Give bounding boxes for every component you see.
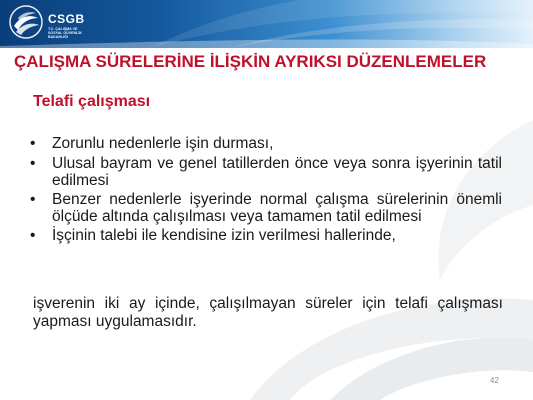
bullet-text: İşçinin talebi ile kendisine izin verilmesi hallerinde, [52,227,396,244]
bullet-text: Zorunlu nedenlerle işin durması, [52,135,274,152]
logo-subtitle [48,27,108,40]
bullet-icon: • [30,135,36,152]
bullet-icon: • [30,191,36,208]
logo-name: CSGB [48,12,85,26]
list-item [30,227,502,244]
page-number: 42 [490,376,499,385]
csgb-logo [8,4,118,44]
bullet-text: Ulusal bayram ve genel tatillerden önce veya sonra işyerinin tatil edilmesi [52,155,502,189]
list-item [30,135,502,152]
list-item [30,191,502,225]
slide-subtitle: Telafi çalışması [33,93,151,110]
bullet-icon: • [30,227,36,244]
csgb-logo-mark-icon [8,4,44,40]
logo-subtitle-line: BAKANLIĞI [48,35,68,40]
slide-title: ÇALIŞMA SÜRELERİNE İLİŞKİN AYRIKSI DÜZENLEMELER [14,52,487,71]
bullet-list [30,135,502,246]
logo-subtitle-line: SOSYAL GÜVENLİK [48,31,82,36]
header-band [0,0,533,48]
bullet-text: Benzer nedenlerle işyerinde normal çalışma sürelerinin önemli ölçüde altında çalışılması veya tamamen tatil edilmesi [52,191,502,225]
bullet-icon: • [30,155,36,172]
logo-subtitle-line: T.C. ÇALIŞMA VE [48,27,78,31]
list-item [30,155,502,189]
closing-paragraph: işverenin iki ay içinde, çalışılmayan süreler için telafi çalışması yapması uygulamasıdır. [33,295,503,330]
